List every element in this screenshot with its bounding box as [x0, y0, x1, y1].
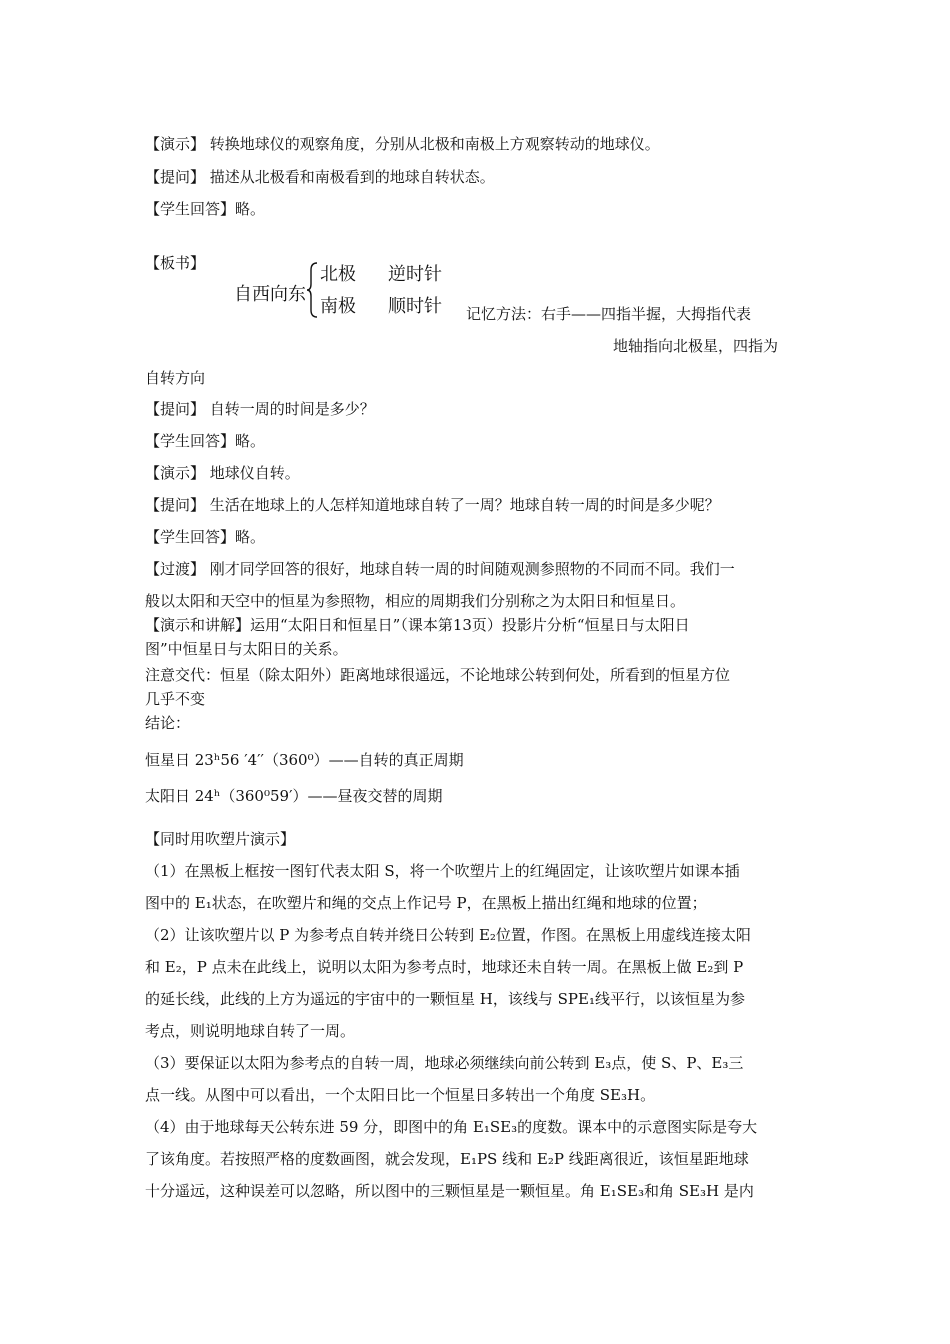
line-question-1: 【提问】 描述从北极看和南极看到的地球自转状态。 [145, 168, 495, 186]
step-2-line-1: （2）让该吹塑片以 P 为参考点自转并绕日公转到 E₂位置，作图。在黑板上用虚线连接太阳 [145, 926, 751, 944]
line-question-2: 【提问】 自转一周的时间是多少？ [145, 400, 375, 418]
line-answer-2: 【学生回答】略。 [145, 432, 266, 450]
line-memory-method-2: 地轴指向北极星，四指为 [613, 337, 779, 355]
line-transition-1: 【过渡】 刚才同学回答的很好，地球自转一周的时间随观测参照物的不同而不同。我们一 [145, 560, 735, 578]
board-left-text: 自西向东 [234, 284, 306, 305]
line-demo-2: 【演示】 地球仪自转。 [145, 464, 300, 482]
blackboard-diagram [230, 258, 490, 328]
step-1-line-1: （1）在黑板上框按一图钉代表太阳 S，将一个吹塑片上的红绳固定，让该吹塑片如课本插 [145, 862, 740, 880]
step-4-line-3: 十分遥远，这种误差可以忽略，所以图中的三颗恒星是一颗恒星。角 E₁SE₃和角 SE₃H 是内 [145, 1182, 754, 1200]
line-conclusion: 结论： [145, 714, 191, 732]
step-3-line-2: 点一线。从图中可以看出，一个太阳日比一个恒星日多转出一个角度 SE₃H。 [145, 1086, 656, 1104]
line-solar-day: 太阳日 24ʰ（360⁰59′）——昼夜交替的周期 [145, 787, 443, 805]
step-2-line-2: 和 E₂，P 点未在此线上，说明以太阳为参考点时，地球还未自转一周。在黑板上做 E₂到 P [145, 958, 744, 976]
line-demo-explain-1: 【演示和讲解】运用“太阳日和恒星日”（课本第13页）投影片分析“恒星日与太阳日 [145, 616, 690, 634]
step-1-line-2: 图中的 E₁状态，在吹塑片和绳的交点上作记号 P，在黑板上描出红绳和地球的位置； [145, 894, 707, 912]
line-memory-method-1: 记忆方法：右手——四指半握，大拇指代表 [466, 305, 752, 323]
line-memory-method-3: 自转方向 [145, 369, 206, 387]
step-2-line-3: 的延长线，此线的上方为遥远的宇宙中的一颗恒星 H，该线与 SPE₁线平行，以该恒星为参 [145, 990, 745, 1008]
line-sidereal-day: 恒星日 23ʰ56 ′4′′（360⁰）——自转的真正周期 [145, 751, 464, 769]
step-4-line-1: （4）由于地球每天公转东进 59 分，即图中的角 E₁SE₃的度数。课本中的示意图实际是夸大 [145, 1118, 758, 1136]
line-question-3: 【提问】 生活在地球上的人怎样知道地球自转了一周？地球自转一周的时间是多少呢？ [145, 496, 720, 514]
step-3-line-1: （3）要保证以太阳为参考点的自转一周，地球必须继续向前公转到 E₃点，使 S、P、E₃三 [145, 1054, 744, 1072]
step-4-line-2: 了该角度。若按照严格的度数画图，就会发现，E₁PS 线和 E₂P 线距离很近，该恒星距地球 [145, 1150, 749, 1168]
line-answer-3: 【学生回答】略。 [145, 528, 266, 546]
line-demo-1: 【演示】 转换地球仪的观察角度，分别从北极和南极上方观察转动的地球仪。 [145, 135, 660, 153]
board-north-direction: 逆时针 [388, 264, 442, 285]
line-note-2: 几乎不变 [145, 690, 206, 708]
step-2-line-4: 考点，则说明地球自转了一周。 [145, 1022, 356, 1040]
line-foam-demo-title: 【同时用吹塑片演示】 [145, 830, 296, 848]
line-blackboard: 【板书】 [145, 254, 206, 272]
line-answer-1: 【学生回答】略。 [145, 200, 266, 218]
line-demo-explain-2: 图”中恒星日与太阳日的关系。 [145, 640, 348, 658]
line-note-1: 注意交代：恒星（除太阳外）距离地球很遥远，不论地球公转到何处，所看到的恒星方位 [145, 666, 731, 684]
board-south: 南极 [320, 296, 356, 317]
board-north: 北极 [320, 264, 356, 285]
curly-brace-icon [306, 262, 318, 318]
line-transition-2: 般以太阳和天空中的恒星为参照物，相应的周期我们分别称之为太阳日和恒星日。 [145, 592, 686, 610]
board-south-direction: 顺时针 [388, 296, 442, 317]
